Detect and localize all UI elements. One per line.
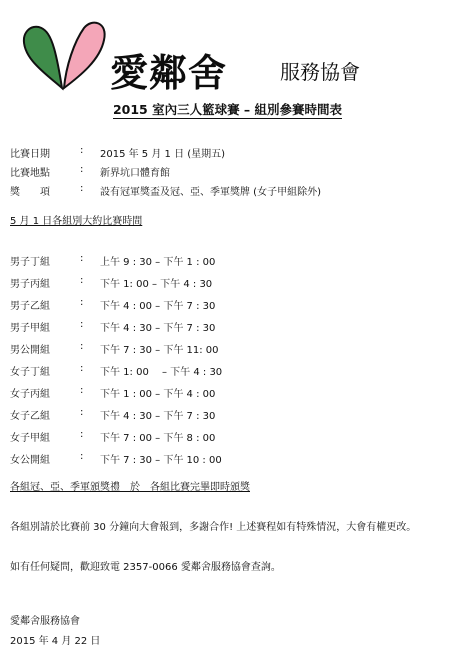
schedule-time: 下午 1: 00 – 下午 4 : 30 [100,367,223,378]
award-note: 各組冠、亞、季軍頒獎禮 於 各組比賽完畢即時頒獎 [10,482,250,493]
info-key: 比賽日期 [10,149,50,160]
signature-date: 2015 年 4 月 22 日 [10,636,101,647]
schedule-group: 男子丁組 [10,257,50,268]
info-colon: : [80,145,84,156]
schedule-colon: : [80,341,84,352]
signature-org: 愛鄰舍服務協會 [10,616,80,627]
schedule-time: 下午 4 : 30 – 下午 7 : 30 [100,411,216,422]
schedule-group: 男子乙組 [10,301,50,312]
info-value: 新界坑口體育館 [100,168,170,179]
schedule-group: 男公開組 [10,345,50,356]
notice-text: 各組別請於比賽前 30 分鐘向大會報到，多謝合作! 上述賽程如有特殊情況，大會有權更改。 [10,522,417,533]
schedule-group: 女子乙組 [10,411,50,422]
schedule-colon: : [80,253,84,264]
schedule-group: 女子丁組 [10,367,50,378]
info-value: 設有冠軍獎盃及冠、亞、季軍獎牌 (女子甲組除外) [100,187,321,198]
schedule-colon: : [80,275,84,286]
info-value: 2015 年 5 月 1 日 (星期五) [100,149,226,160]
schedule-time: 下午 7 : 30 – 下午 11: 00 [100,345,219,356]
schedule-time: 下午 1: 00 – 下午 4 : 30 [100,279,213,290]
schedule-group: 女公開組 [10,455,50,466]
schedule-colon: : [80,363,84,374]
schedule-colon: : [80,407,84,418]
logo [18,16,438,96]
org-name: 愛鄰舍 [110,51,228,95]
info-key: 比賽地點 [10,168,50,179]
enquiry-text: 如有任何疑問，歡迎致電 2357-0066 愛鄰舍服務協會查詢。 [10,562,281,573]
schedule-time: 下午 7 : 00 – 下午 8 : 00 [100,433,216,444]
schedule-time: 下午 4 : 00 – 下午 7 : 30 [100,301,216,312]
schedule-colon: : [80,297,84,308]
schedule-group: 女子甲組 [10,433,50,444]
schedule-time: 下午 7 : 30 – 下午 10 : 00 [100,455,222,466]
info-key: 獎 項 [10,187,50,198]
info-colon: : [80,164,84,175]
schedule-time: 下午 4 : 30 – 下午 7 : 30 [100,323,216,334]
schedule-group: 女子丙組 [10,389,50,400]
schedule-colon: : [80,451,84,462]
schedule-group: 男子丙組 [10,279,50,290]
schedule-colon: : [80,319,84,330]
schedule-colon: : [80,429,84,440]
schedule-colon: : [80,385,84,396]
schedule-time: 下午 1 : 00 – 下午 4 : 00 [100,389,216,400]
page-title-text: 2015 室內三人籃球賽 – 組別參賽時間表 [112,102,343,117]
schedule-group: 男子甲組 [10,323,50,334]
hearts-logo-icon [18,16,110,96]
schedule-time: 上午 9 : 30 – 下午 1 : 00 [100,257,216,268]
org-subtitle: 服務協會 [280,60,360,84]
info-colon: : [80,183,84,194]
page-title [0,100,455,118]
section-heading: 5 月 1 日各組別大約比賽時間 [10,216,143,227]
